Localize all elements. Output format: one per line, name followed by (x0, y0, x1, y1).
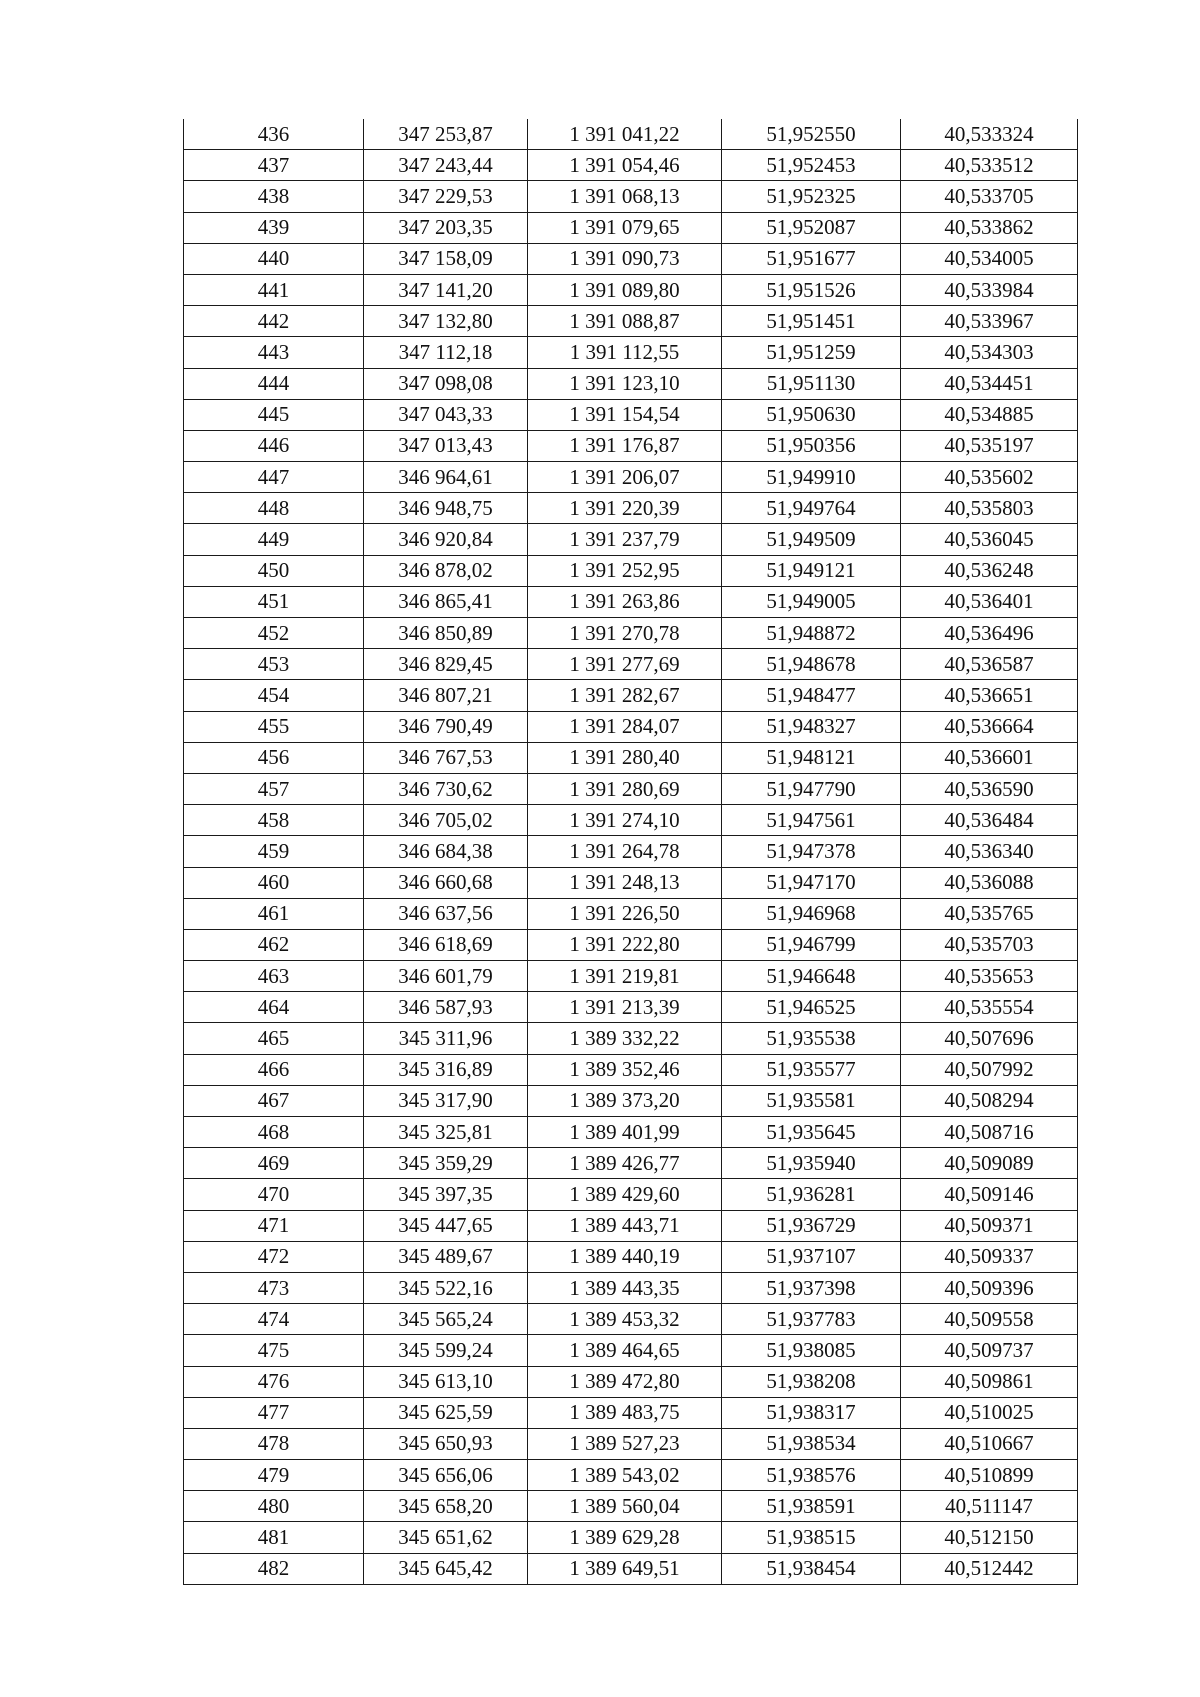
table-row (184, 1460, 1078, 1491)
longitude-cell: 40,536590 (901, 773, 1078, 804)
latitude-cell: 51,946968 (722, 898, 901, 929)
latitude-cell: 51,949005 (722, 586, 901, 617)
x-coordinate-cell: 346 964,61 (364, 462, 528, 493)
point-number-cell: 471 (184, 1210, 364, 1241)
longitude-cell: 40,533705 (901, 181, 1078, 212)
point-number-cell: 476 (184, 1366, 364, 1397)
latitude-cell: 51,935581 (722, 1085, 901, 1116)
longitude-cell: 40,533512 (901, 150, 1078, 181)
y-coordinate-cell: 1 389 332,22 (528, 1023, 722, 1054)
table-row (184, 929, 1078, 960)
y-coordinate-cell: 1 391 252,95 (528, 555, 722, 586)
point-number-cell: 453 (184, 649, 364, 680)
latitude-cell: 51,951526 (722, 274, 901, 305)
latitude-cell: 51,947378 (722, 836, 901, 867)
latitude-cell: 51,938591 (722, 1491, 901, 1522)
y-coordinate-cell: 1 391 264,78 (528, 836, 722, 867)
table-row (184, 1272, 1078, 1303)
latitude-cell: 51,948477 (722, 680, 901, 711)
point-number-cell: 480 (184, 1491, 364, 1522)
x-coordinate-cell: 346 878,02 (364, 555, 528, 586)
longitude-cell: 40,535653 (901, 961, 1078, 992)
latitude-cell: 51,949910 (722, 462, 901, 493)
point-number-cell: 436 (184, 119, 364, 150)
table-row (184, 555, 1078, 586)
x-coordinate-cell: 345 651,62 (364, 1522, 528, 1553)
y-coordinate-cell: 1 389 560,04 (528, 1491, 722, 1522)
x-coordinate-cell: 346 865,41 (364, 586, 528, 617)
point-number-cell: 455 (184, 711, 364, 742)
latitude-cell: 51,948327 (722, 711, 901, 742)
latitude-cell: 51,947170 (722, 867, 901, 898)
point-number-cell: 468 (184, 1117, 364, 1148)
y-coordinate-cell: 1 389 453,32 (528, 1304, 722, 1335)
table-row (184, 1023, 1078, 1054)
y-coordinate-cell: 1 389 543,02 (528, 1460, 722, 1491)
y-coordinate-cell: 1 391 089,80 (528, 274, 722, 305)
point-number-cell: 440 (184, 243, 364, 274)
x-coordinate-cell: 345 613,10 (364, 1366, 528, 1397)
table-row (184, 711, 1078, 742)
longitude-cell: 40,509861 (901, 1366, 1078, 1397)
point-number-cell: 474 (184, 1304, 364, 1335)
latitude-cell: 51,952325 (722, 181, 901, 212)
table-row (184, 1054, 1078, 1085)
y-coordinate-cell: 1 391 112,55 (528, 337, 722, 368)
table-row (184, 150, 1078, 181)
longitude-cell: 40,536484 (901, 805, 1078, 836)
point-number-cell: 464 (184, 992, 364, 1023)
table-row (184, 524, 1078, 555)
x-coordinate-cell: 346 684,38 (364, 836, 528, 867)
table-row (184, 1148, 1078, 1179)
table-row (184, 836, 1078, 867)
latitude-cell: 51,947790 (722, 773, 901, 804)
point-number-cell: 454 (184, 680, 364, 711)
longitude-cell: 40,509737 (901, 1335, 1078, 1366)
point-number-cell: 463 (184, 961, 364, 992)
longitude-cell: 40,512442 (901, 1553, 1078, 1584)
y-coordinate-cell: 1 391 154,54 (528, 399, 722, 430)
x-coordinate-cell: 346 920,84 (364, 524, 528, 555)
longitude-cell: 40,536651 (901, 680, 1078, 711)
x-coordinate-cell: 346 637,56 (364, 898, 528, 929)
latitude-cell: 51,935577 (722, 1054, 901, 1085)
point-number-cell: 457 (184, 773, 364, 804)
latitude-cell: 51,937783 (722, 1304, 901, 1335)
table-row (184, 119, 1078, 150)
y-coordinate-cell: 1 391 248,13 (528, 867, 722, 898)
table-row (184, 212, 1078, 243)
y-coordinate-cell: 1 391 282,67 (528, 680, 722, 711)
x-coordinate-cell: 345 565,24 (364, 1304, 528, 1335)
latitude-cell: 51,952087 (722, 212, 901, 243)
y-coordinate-cell: 1 389 426,77 (528, 1148, 722, 1179)
y-coordinate-cell: 1 391 068,13 (528, 181, 722, 212)
point-number-cell: 438 (184, 181, 364, 212)
point-number-cell: 472 (184, 1241, 364, 1272)
table-row (184, 742, 1078, 773)
x-coordinate-cell: 345 311,96 (364, 1023, 528, 1054)
point-number-cell: 442 (184, 306, 364, 337)
longitude-cell: 40,536340 (901, 836, 1078, 867)
latitude-cell: 51,950630 (722, 399, 901, 430)
latitude-cell: 51,951451 (722, 306, 901, 337)
latitude-cell: 51,948678 (722, 649, 901, 680)
table-row (184, 1085, 1078, 1116)
table-row (184, 1241, 1078, 1272)
x-coordinate-cell: 347 158,09 (364, 243, 528, 274)
x-coordinate-cell: 347 043,33 (364, 399, 528, 430)
y-coordinate-cell: 1 389 649,51 (528, 1553, 722, 1584)
x-coordinate-cell: 346 850,89 (364, 618, 528, 649)
table-row (184, 586, 1078, 617)
longitude-cell: 40,511147 (901, 1491, 1078, 1522)
x-coordinate-cell: 347 203,35 (364, 212, 528, 243)
coordinates-table-body (184, 119, 1078, 1584)
point-number-cell: 456 (184, 742, 364, 773)
longitude-cell: 40,510667 (901, 1428, 1078, 1459)
latitude-cell: 51,949121 (722, 555, 901, 586)
x-coordinate-cell: 346 730,62 (364, 773, 528, 804)
longitude-cell: 40,507992 (901, 1054, 1078, 1085)
table-row (184, 961, 1078, 992)
point-number-cell: 461 (184, 898, 364, 929)
point-number-cell: 481 (184, 1522, 364, 1553)
point-number-cell: 473 (184, 1272, 364, 1303)
y-coordinate-cell: 1 391 280,69 (528, 773, 722, 804)
table-row (184, 274, 1078, 305)
y-coordinate-cell: 1 391 090,73 (528, 243, 722, 274)
point-number-cell: 462 (184, 929, 364, 960)
longitude-cell: 40,536601 (901, 742, 1078, 773)
longitude-cell: 40,534303 (901, 337, 1078, 368)
latitude-cell: 51,946525 (722, 992, 901, 1023)
y-coordinate-cell: 1 391 206,07 (528, 462, 722, 493)
y-coordinate-cell: 1 391 079,65 (528, 212, 722, 243)
table-row (184, 1366, 1078, 1397)
latitude-cell: 51,937398 (722, 1272, 901, 1303)
latitude-cell: 51,949509 (722, 524, 901, 555)
x-coordinate-cell: 345 397,35 (364, 1179, 528, 1210)
longitude-cell: 40,536401 (901, 586, 1078, 617)
latitude-cell: 51,946648 (722, 961, 901, 992)
longitude-cell: 40,536496 (901, 618, 1078, 649)
longitude-cell: 40,535703 (901, 929, 1078, 960)
latitude-cell: 51,951677 (722, 243, 901, 274)
x-coordinate-cell: 346 660,68 (364, 867, 528, 898)
latitude-cell: 51,935940 (722, 1148, 901, 1179)
point-number-cell: 458 (184, 805, 364, 836)
point-number-cell: 466 (184, 1054, 364, 1085)
y-coordinate-cell: 1 389 352,46 (528, 1054, 722, 1085)
x-coordinate-cell: 345 359,29 (364, 1148, 528, 1179)
x-coordinate-cell: 346 618,69 (364, 929, 528, 960)
y-coordinate-cell: 1 389 629,28 (528, 1522, 722, 1553)
x-coordinate-cell: 346 829,45 (364, 649, 528, 680)
longitude-cell: 40,536664 (901, 711, 1078, 742)
latitude-cell: 51,952550 (722, 119, 901, 150)
latitude-cell: 51,938317 (722, 1397, 901, 1428)
latitude-cell: 51,951259 (722, 337, 901, 368)
longitude-cell: 40,510025 (901, 1397, 1078, 1428)
y-coordinate-cell: 1 389 440,19 (528, 1241, 722, 1272)
x-coordinate-cell: 345 658,20 (364, 1491, 528, 1522)
longitude-cell: 40,533967 (901, 306, 1078, 337)
table-row (184, 243, 1078, 274)
point-number-cell: 447 (184, 462, 364, 493)
longitude-cell: 40,534005 (901, 243, 1078, 274)
table-row (184, 1304, 1078, 1335)
latitude-cell: 51,938454 (722, 1553, 901, 1584)
point-number-cell: 465 (184, 1023, 364, 1054)
table-row (184, 1210, 1078, 1241)
x-coordinate-cell: 345 650,93 (364, 1428, 528, 1459)
x-coordinate-cell: 346 790,49 (364, 711, 528, 742)
latitude-cell: 51,938576 (722, 1460, 901, 1491)
longitude-cell: 40,510899 (901, 1460, 1078, 1491)
table-row (184, 1491, 1078, 1522)
x-coordinate-cell: 345 317,90 (364, 1085, 528, 1116)
table-row (184, 399, 1078, 430)
point-number-cell: 477 (184, 1397, 364, 1428)
longitude-cell: 40,536248 (901, 555, 1078, 586)
x-coordinate-cell: 347 013,43 (364, 430, 528, 461)
point-number-cell: 470 (184, 1179, 364, 1210)
x-coordinate-cell: 345 522,16 (364, 1272, 528, 1303)
y-coordinate-cell: 1 391 274,10 (528, 805, 722, 836)
longitude-cell: 40,512150 (901, 1522, 1078, 1553)
table-row (184, 805, 1078, 836)
x-coordinate-cell: 346 705,02 (364, 805, 528, 836)
longitude-cell: 40,509558 (901, 1304, 1078, 1335)
y-coordinate-cell: 1 389 472,80 (528, 1366, 722, 1397)
latitude-cell: 51,948121 (722, 742, 901, 773)
point-number-cell: 475 (184, 1335, 364, 1366)
x-coordinate-cell: 345 599,24 (364, 1335, 528, 1366)
latitude-cell: 51,938515 (722, 1522, 901, 1553)
x-coordinate-cell: 347 098,08 (364, 368, 528, 399)
table-row (184, 337, 1078, 368)
y-coordinate-cell: 1 391 176,87 (528, 430, 722, 461)
point-number-cell: 448 (184, 493, 364, 524)
y-coordinate-cell: 1 391 270,78 (528, 618, 722, 649)
latitude-cell: 51,949764 (722, 493, 901, 524)
x-coordinate-cell: 346 767,53 (364, 742, 528, 773)
longitude-cell: 40,535602 (901, 462, 1078, 493)
table-row (184, 898, 1078, 929)
x-coordinate-cell: 346 601,79 (364, 961, 528, 992)
longitude-cell: 40,536088 (901, 867, 1078, 898)
y-coordinate-cell: 1 389 483,75 (528, 1397, 722, 1428)
point-number-cell: 460 (184, 867, 364, 898)
y-coordinate-cell: 1 391 123,10 (528, 368, 722, 399)
point-number-cell: 478 (184, 1428, 364, 1459)
point-number-cell: 459 (184, 836, 364, 867)
point-number-cell: 437 (184, 150, 364, 181)
x-coordinate-cell: 347 229,53 (364, 181, 528, 212)
longitude-cell: 40,534451 (901, 368, 1078, 399)
y-coordinate-cell: 1 391 237,79 (528, 524, 722, 555)
table-row (184, 1397, 1078, 1428)
longitude-cell: 40,536045 (901, 524, 1078, 555)
point-number-cell: 467 (184, 1085, 364, 1116)
longitude-cell: 40,508294 (901, 1085, 1078, 1116)
table-row (184, 773, 1078, 804)
table-row (184, 368, 1078, 399)
latitude-cell: 51,935645 (722, 1117, 901, 1148)
x-coordinate-cell: 345 489,67 (364, 1241, 528, 1272)
y-coordinate-cell: 1 391 284,07 (528, 711, 722, 742)
latitude-cell: 51,936281 (722, 1179, 901, 1210)
latitude-cell: 51,952453 (722, 150, 901, 181)
table-row (184, 992, 1078, 1023)
y-coordinate-cell: 1 391 054,46 (528, 150, 722, 181)
table-row (184, 181, 1078, 212)
longitude-cell: 40,509089 (901, 1148, 1078, 1179)
y-coordinate-cell: 1 389 373,20 (528, 1085, 722, 1116)
y-coordinate-cell: 1 389 527,23 (528, 1428, 722, 1459)
longitude-cell: 40,509371 (901, 1210, 1078, 1241)
y-coordinate-cell: 1 391 213,39 (528, 992, 722, 1023)
x-coordinate-cell: 346 587,93 (364, 992, 528, 1023)
longitude-cell: 40,509337 (901, 1241, 1078, 1272)
table-row (184, 680, 1078, 711)
table-row (184, 493, 1078, 524)
latitude-cell: 51,948872 (722, 618, 901, 649)
x-coordinate-cell: 346 948,75 (364, 493, 528, 524)
point-number-cell: 451 (184, 586, 364, 617)
longitude-cell: 40,534885 (901, 399, 1078, 430)
point-number-cell: 443 (184, 337, 364, 368)
point-number-cell: 452 (184, 618, 364, 649)
x-coordinate-cell: 345 325,81 (364, 1117, 528, 1148)
x-coordinate-cell: 347 243,44 (364, 150, 528, 181)
point-number-cell: 469 (184, 1148, 364, 1179)
longitude-cell: 40,535554 (901, 992, 1078, 1023)
x-coordinate-cell: 345 645,42 (364, 1553, 528, 1584)
longitude-cell: 40,535803 (901, 493, 1078, 524)
y-coordinate-cell: 1 391 226,50 (528, 898, 722, 929)
y-coordinate-cell: 1 389 429,60 (528, 1179, 722, 1210)
x-coordinate-cell: 347 253,87 (364, 119, 528, 150)
x-coordinate-cell: 347 132,80 (364, 306, 528, 337)
x-coordinate-cell: 345 656,06 (364, 1460, 528, 1491)
y-coordinate-cell: 1 391 263,86 (528, 586, 722, 617)
table-row (184, 1335, 1078, 1366)
x-coordinate-cell: 345 316,89 (364, 1054, 528, 1085)
latitude-cell: 51,950356 (722, 430, 901, 461)
latitude-cell: 51,937107 (722, 1241, 901, 1272)
y-coordinate-cell: 1 389 443,71 (528, 1210, 722, 1241)
y-coordinate-cell: 1 391 219,81 (528, 961, 722, 992)
y-coordinate-cell: 1 391 041,22 (528, 119, 722, 150)
point-number-cell: 446 (184, 430, 364, 461)
point-number-cell: 482 (184, 1553, 364, 1584)
latitude-cell: 51,938208 (722, 1366, 901, 1397)
longitude-cell: 40,533324 (901, 119, 1078, 150)
longitude-cell: 40,533984 (901, 274, 1078, 305)
y-coordinate-cell: 1 389 464,65 (528, 1335, 722, 1366)
longitude-cell: 40,535197 (901, 430, 1078, 461)
latitude-cell: 51,935538 (722, 1023, 901, 1054)
point-number-cell: 450 (184, 555, 364, 586)
y-coordinate-cell: 1 391 220,39 (528, 493, 722, 524)
y-coordinate-cell: 1 389 443,35 (528, 1272, 722, 1303)
coordinates-table (183, 119, 1078, 1585)
x-coordinate-cell: 347 112,18 (364, 337, 528, 368)
x-coordinate-cell: 345 447,65 (364, 1210, 528, 1241)
longitude-cell: 40,535765 (901, 898, 1078, 929)
point-number-cell: 439 (184, 212, 364, 243)
table-row (184, 1553, 1078, 1584)
latitude-cell: 51,947561 (722, 805, 901, 836)
table-row (184, 462, 1078, 493)
latitude-cell: 51,946799 (722, 929, 901, 960)
table-row (184, 1179, 1078, 1210)
longitude-cell: 40,536587 (901, 649, 1078, 680)
y-coordinate-cell: 1 391 088,87 (528, 306, 722, 337)
point-number-cell: 444 (184, 368, 364, 399)
table-row (184, 1428, 1078, 1459)
table-row (184, 430, 1078, 461)
longitude-cell: 40,509146 (901, 1179, 1078, 1210)
point-number-cell: 479 (184, 1460, 364, 1491)
y-coordinate-cell: 1 389 401,99 (528, 1117, 722, 1148)
table-row (184, 867, 1078, 898)
latitude-cell: 51,938085 (722, 1335, 901, 1366)
table-row (184, 306, 1078, 337)
y-coordinate-cell: 1 391 222,80 (528, 929, 722, 960)
y-coordinate-cell: 1 391 277,69 (528, 649, 722, 680)
latitude-cell: 51,938534 (722, 1428, 901, 1459)
longitude-cell: 40,508716 (901, 1117, 1078, 1148)
table-row (184, 1522, 1078, 1553)
latitude-cell: 51,936729 (722, 1210, 901, 1241)
longitude-cell: 40,533862 (901, 212, 1078, 243)
longitude-cell: 40,509396 (901, 1272, 1078, 1303)
longitude-cell: 40,507696 (901, 1023, 1078, 1054)
x-coordinate-cell: 346 807,21 (364, 680, 528, 711)
x-coordinate-cell: 347 141,20 (364, 274, 528, 305)
table-row (184, 649, 1078, 680)
latitude-cell: 51,951130 (722, 368, 901, 399)
table-row (184, 618, 1078, 649)
y-coordinate-cell: 1 391 280,40 (528, 742, 722, 773)
point-number-cell: 445 (184, 399, 364, 430)
x-coordinate-cell: 345 625,59 (364, 1397, 528, 1428)
table-row (184, 1117, 1078, 1148)
point-number-cell: 441 (184, 274, 364, 305)
point-number-cell: 449 (184, 524, 364, 555)
